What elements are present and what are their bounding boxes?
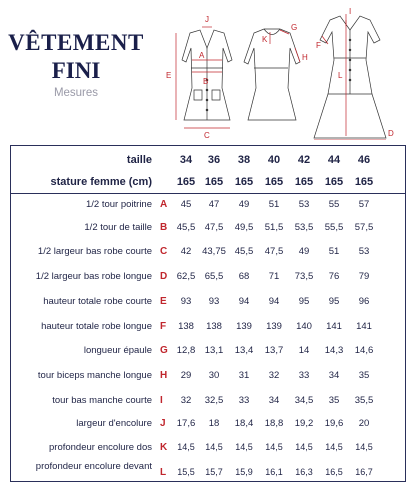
table-cell: 53,5 bbox=[294, 222, 314, 233]
table-cell: 14,5 bbox=[235, 442, 253, 452]
table-cell: 35,5 bbox=[354, 395, 374, 406]
table-cell: 93 bbox=[180, 296, 192, 307]
table-cell: 13,4 bbox=[234, 345, 254, 356]
table-cell: 51 bbox=[268, 199, 280, 210]
table-cell: 14,5 bbox=[295, 442, 313, 452]
marker-f: L bbox=[338, 71, 343, 80]
table-cell: 32 bbox=[180, 395, 192, 406]
row-letter-i: I bbox=[160, 394, 163, 406]
table-cell: 15,7 bbox=[205, 467, 223, 477]
row-letter-b: B bbox=[160, 221, 168, 233]
marker-d: D bbox=[388, 129, 394, 138]
row-letter-f: F bbox=[160, 320, 167, 332]
table-cell: 140 bbox=[296, 321, 312, 332]
stature-value: 165 bbox=[324, 176, 344, 188]
table-cell: 34 bbox=[268, 395, 280, 406]
table-cell: 79 bbox=[358, 271, 370, 282]
table-cell: 13,1 bbox=[204, 345, 224, 356]
table-cell: 49,5 bbox=[234, 222, 254, 233]
table-cell: 35 bbox=[328, 395, 340, 406]
table-cell: 31 bbox=[238, 370, 250, 381]
size-header-40: 40 bbox=[267, 154, 281, 166]
row-letter-l: L bbox=[160, 466, 167, 478]
table-cell: 141 bbox=[356, 321, 372, 332]
table-cell: 15,9 bbox=[235, 467, 253, 477]
page-title-line2: FINI bbox=[51, 58, 101, 83]
row-label: tour bas manche courte bbox=[52, 395, 152, 406]
stature-header-label: stature femme (cm) bbox=[50, 176, 152, 188]
table-cell: 19,6 bbox=[324, 418, 344, 429]
table-cell: 33 bbox=[298, 370, 310, 381]
table-cell: 34 bbox=[328, 370, 340, 381]
row-label: longueur épaule bbox=[83, 345, 152, 356]
table-cell: 51 bbox=[328, 246, 340, 257]
marker-l: I bbox=[349, 7, 352, 16]
table-cell: 94 bbox=[238, 296, 250, 307]
row-label: profondeur encolure devant bbox=[35, 461, 152, 472]
marker-j: J bbox=[205, 15, 209, 24]
size-header-38: 38 bbox=[237, 154, 251, 166]
table-cell: 47,5 bbox=[204, 222, 224, 233]
marker-a: A bbox=[199, 51, 205, 60]
table-cell: 55,5 bbox=[324, 222, 344, 233]
size-header-42: 42 bbox=[297, 154, 311, 166]
table-cell: 57,5 bbox=[354, 222, 374, 233]
row-label: largeur d'encolure bbox=[76, 418, 152, 429]
row-letter-h: H bbox=[160, 369, 168, 381]
table-cell: 16,7 bbox=[355, 467, 373, 477]
back-dress-drawing bbox=[244, 29, 300, 120]
table-cell: 68 bbox=[238, 271, 250, 282]
table-cell: 139 bbox=[236, 321, 252, 332]
stature-value: 165 bbox=[234, 176, 254, 188]
table-cell: 141 bbox=[326, 321, 342, 332]
size-header-label: taille bbox=[126, 154, 152, 166]
table-cell: 18,4 bbox=[234, 418, 254, 429]
table-cell: 32 bbox=[268, 370, 280, 381]
row-label: 1/2 tour de taille bbox=[84, 222, 152, 233]
table-cell: 18,8 bbox=[264, 418, 284, 429]
table-cell: 138 bbox=[178, 321, 194, 332]
table-cell: 71 bbox=[268, 271, 280, 282]
header-separator bbox=[10, 193, 406, 194]
table-cell: 95 bbox=[328, 296, 340, 307]
table-cell: 93 bbox=[208, 296, 220, 307]
row-label: 1/2 tour poitrine bbox=[85, 199, 152, 210]
marker-b: B bbox=[203, 77, 209, 86]
stature-value: 165 bbox=[176, 176, 196, 188]
table-cell: 57 bbox=[358, 199, 370, 210]
size-header-34: 34 bbox=[179, 154, 193, 166]
table-cell: 30 bbox=[208, 370, 220, 381]
table-cell: 12,8 bbox=[176, 345, 196, 356]
marker-k: K bbox=[262, 35, 268, 44]
table-cell: 18 bbox=[208, 418, 220, 429]
table-cell: 55 bbox=[328, 199, 340, 210]
row-letter-a: A bbox=[160, 198, 168, 210]
front-dress-drawing bbox=[182, 30, 232, 120]
table-cell: 35 bbox=[358, 370, 370, 381]
table-cell: 49 bbox=[298, 246, 310, 257]
table-cell: 14,5 bbox=[205, 442, 223, 452]
row-label: 1/2 largeur bas robe courte bbox=[37, 246, 152, 257]
marker-e: E bbox=[166, 71, 172, 80]
table-cell: 14,5 bbox=[355, 442, 373, 452]
table-cell: 65,5 bbox=[204, 271, 224, 282]
size-header-46: 46 bbox=[357, 154, 371, 166]
table-cell: 51,5 bbox=[264, 222, 284, 233]
row-letter-k: K bbox=[160, 441, 168, 453]
table-cell: 14 bbox=[298, 345, 310, 356]
marker-i: F bbox=[316, 41, 321, 50]
row-label: 1/2 largeur bas robe longue bbox=[35, 271, 152, 282]
table-cell: 17,6 bbox=[176, 418, 196, 429]
table-cell: 139 bbox=[266, 321, 282, 332]
table-cell: 45 bbox=[180, 199, 192, 210]
table-cell: 14,5 bbox=[325, 442, 343, 452]
table-cell: 19,2 bbox=[294, 418, 314, 429]
table-cell: 94 bbox=[268, 296, 280, 307]
table-cell: 16,5 bbox=[325, 467, 343, 477]
table-cell: 49 bbox=[238, 199, 250, 210]
table-cell: 14,3 bbox=[324, 345, 344, 356]
stature-value: 165 bbox=[264, 176, 284, 188]
row-letter-d: D bbox=[160, 270, 168, 282]
table-cell: 32,5 bbox=[204, 395, 224, 406]
table-cell: 96 bbox=[358, 296, 370, 307]
table-cell: 20 bbox=[358, 418, 370, 429]
stature-value: 165 bbox=[354, 176, 374, 188]
row-letter-c: C bbox=[160, 245, 168, 257]
table-cell: 73,5 bbox=[294, 271, 314, 282]
size-header-36: 36 bbox=[207, 154, 221, 166]
long-dress-drawing bbox=[314, 16, 386, 138]
table-cell: 33 bbox=[238, 395, 250, 406]
stature-value: 165 bbox=[294, 176, 314, 188]
table-cell: 15,5 bbox=[177, 467, 195, 477]
row-label: hauteur totale robe longue bbox=[41, 321, 152, 332]
table-cell: 53 bbox=[358, 246, 370, 257]
table-cell: 42 bbox=[180, 246, 192, 257]
measurement-table bbox=[10, 145, 406, 482]
page-subtitle: Mesures bbox=[53, 87, 99, 99]
table-cell: 62,5 bbox=[176, 271, 196, 282]
table-cell: 138 bbox=[206, 321, 222, 332]
marker-c: C bbox=[204, 131, 210, 140]
table-cell: 47,5 bbox=[264, 246, 284, 257]
table-cell: 14,6 bbox=[354, 345, 374, 356]
table-cell: 34,5 bbox=[294, 395, 314, 406]
row-label: tour biceps manche longue bbox=[37, 370, 152, 381]
table-cell: 16,3 bbox=[295, 467, 313, 477]
table-cell: 45,5 bbox=[234, 246, 254, 257]
page-title-line1: VÊTEMENT bbox=[8, 30, 144, 55]
table-cell: 14,5 bbox=[265, 442, 283, 452]
size-header-44: 44 bbox=[327, 154, 341, 166]
row-label: profondeur encolure dos bbox=[49, 442, 152, 453]
garment-illustrations bbox=[150, 0, 416, 140]
row-letter-e: E bbox=[160, 295, 167, 307]
table-cell: 14,5 bbox=[177, 442, 195, 452]
table-cell: 29 bbox=[180, 370, 192, 381]
table-cell: 43,75 bbox=[202, 246, 226, 257]
stature-value: 165 bbox=[204, 176, 224, 188]
row-label: hauteur totale robe courte bbox=[43, 296, 152, 307]
table-cell: 47 bbox=[208, 199, 220, 210]
table-cell: 45,5 bbox=[176, 222, 196, 233]
table-cell: 76 bbox=[328, 271, 340, 282]
table-cell: 95 bbox=[298, 296, 310, 307]
marker-g: G bbox=[291, 23, 298, 32]
table-cell: 13,7 bbox=[264, 345, 284, 356]
table-cell: 53 bbox=[298, 199, 310, 210]
row-letter-g: G bbox=[160, 344, 168, 356]
marker-h: H bbox=[302, 53, 308, 62]
table-cell: 16,1 bbox=[265, 467, 283, 477]
row-letter-j: J bbox=[160, 417, 166, 429]
